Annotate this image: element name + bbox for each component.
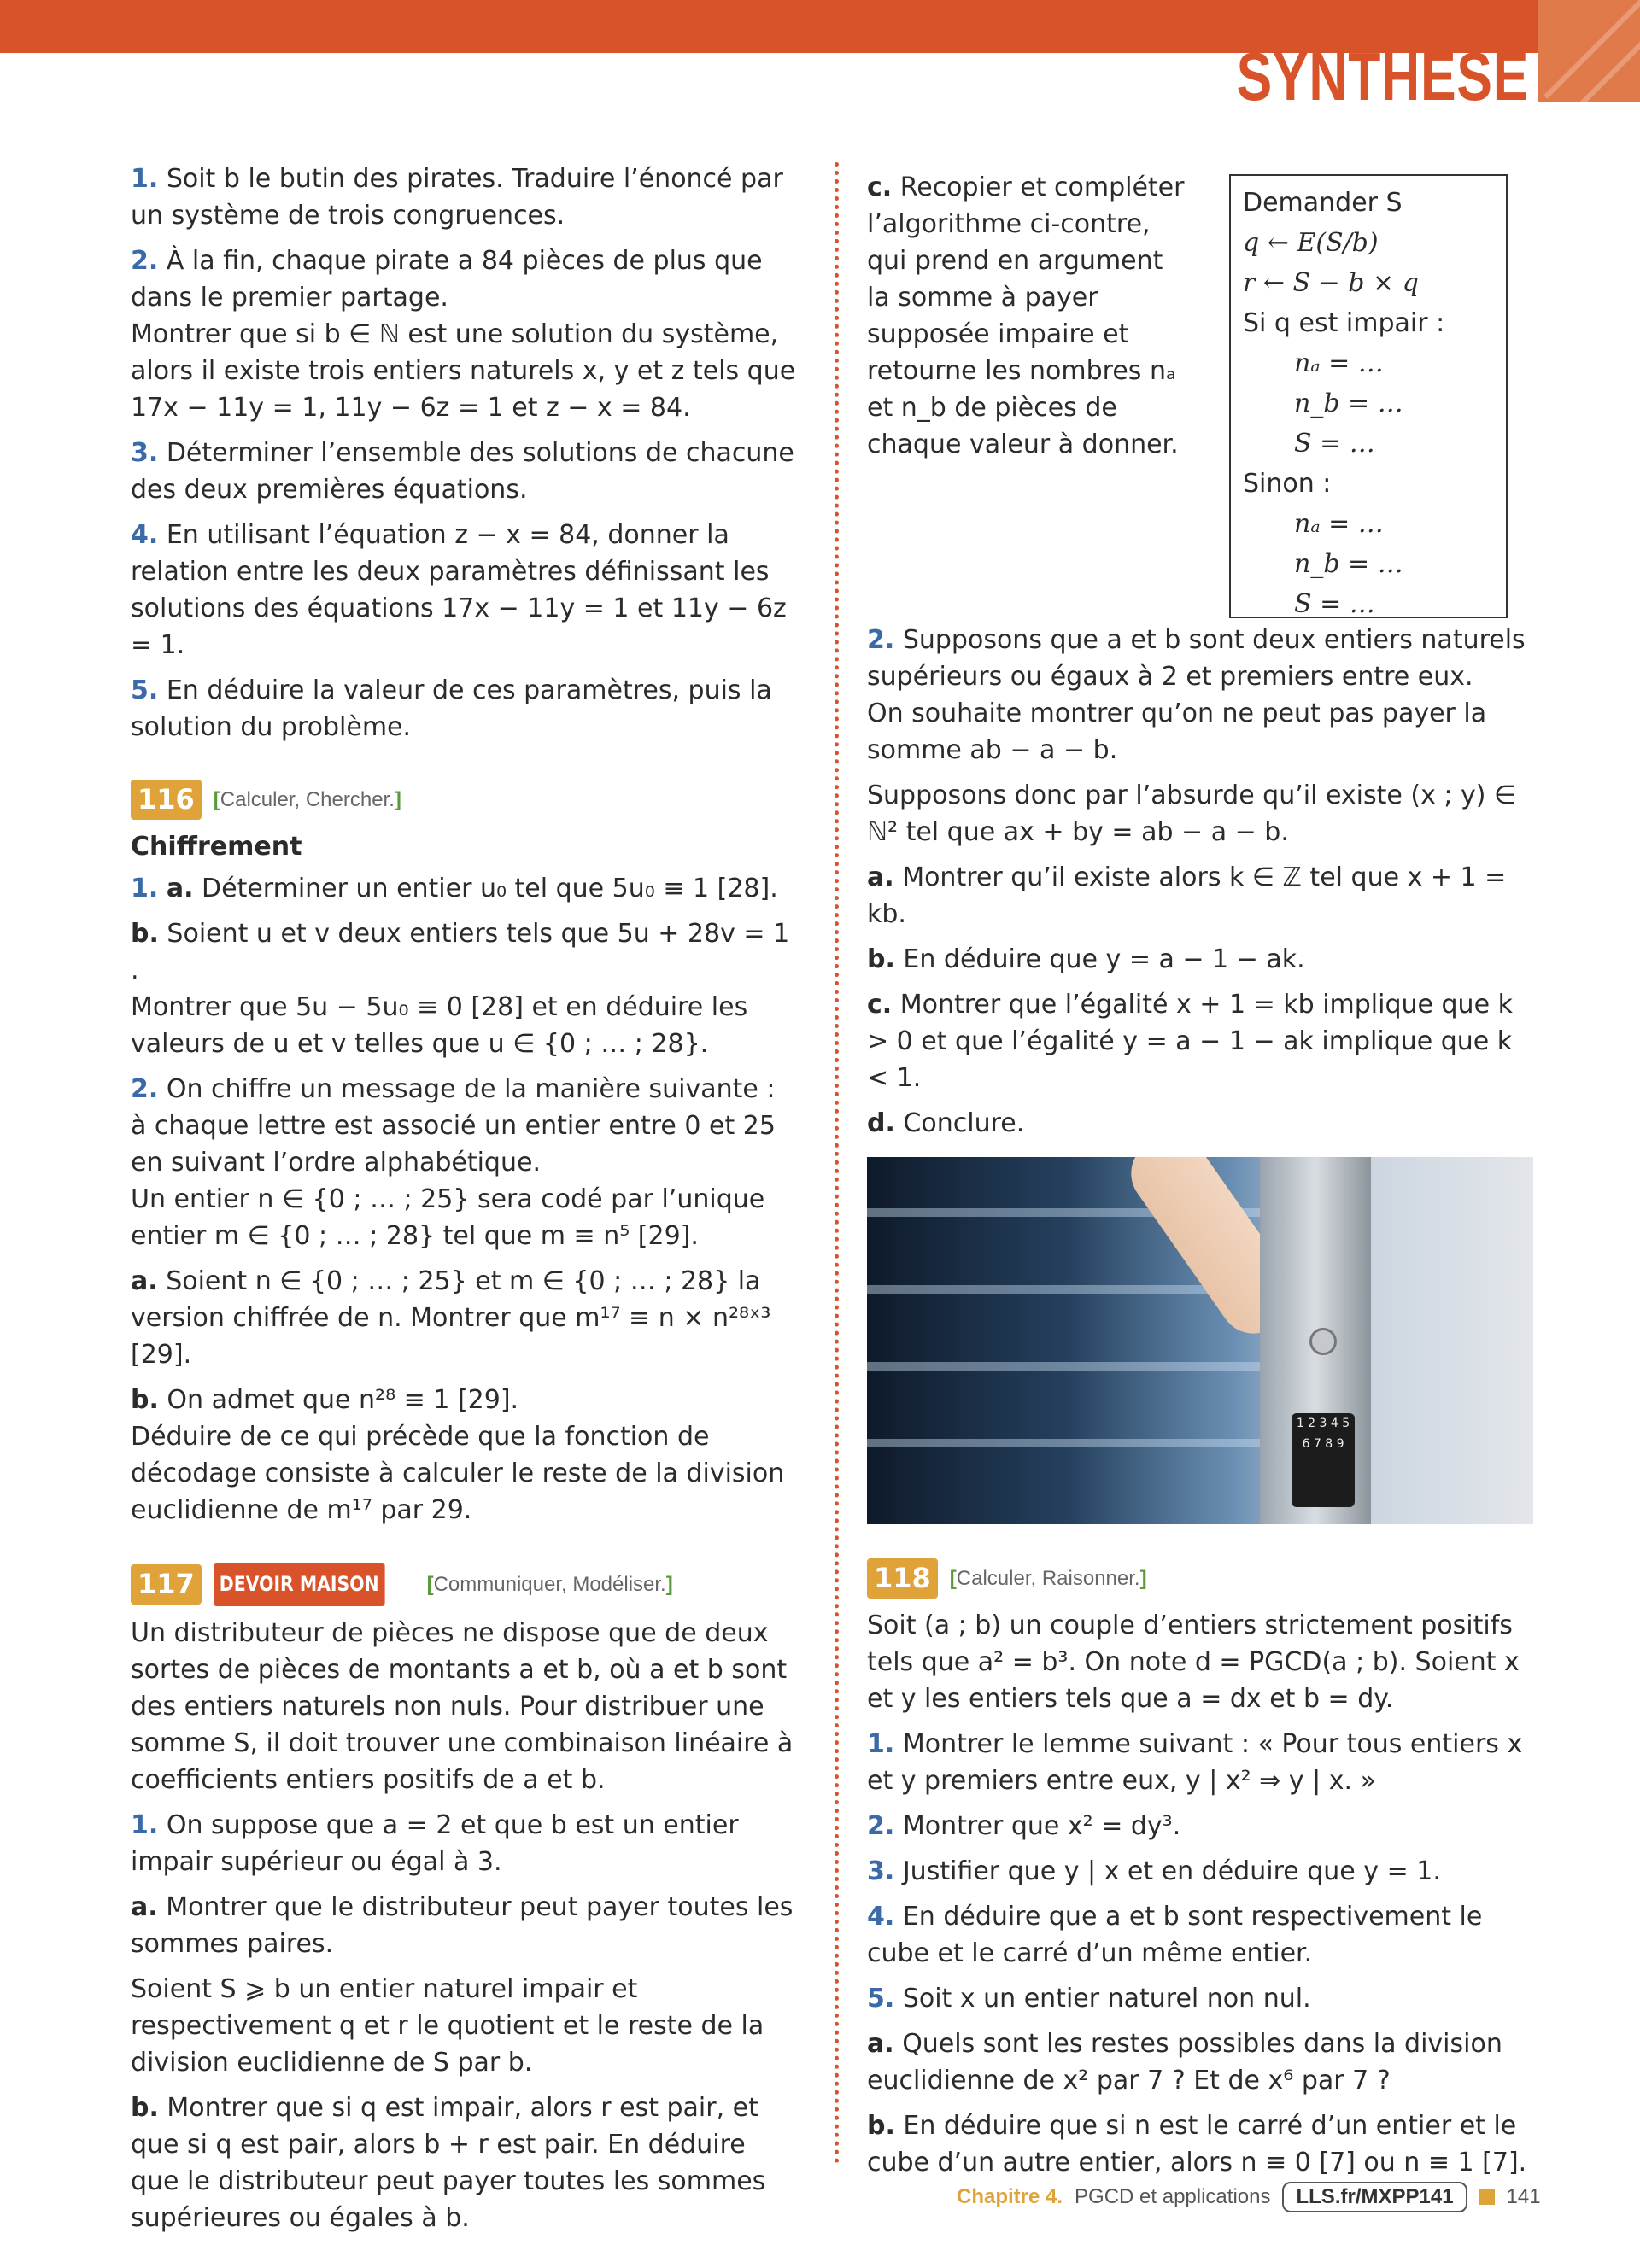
exercise-tags: [Calculer, Raisonner.] [949, 1567, 1147, 1590]
ex117-intro: Un distributeur de pièces ne dispose que de deux sortes de pièces de montants a et b, où a et b sont des entiers naturels non nuls. Pour distribuer une somme S, il doit trouver une combinaison linéaire à coefficients entiers positifs de a et b. [131, 1618, 794, 1795]
ex118-q4: 4. En déduire que a et b sont respectivement le cube et le carré d’un même entier. [867, 1902, 1483, 1968]
exercise-number: 117 [131, 1564, 202, 1605]
intro-q1: 1. Soit b le butin des pirates. Traduire l’énoncé par un système de trois congruences. [131, 164, 783, 231]
exercise-116-header [131, 780, 797, 820]
left-column [131, 161, 797, 2245]
exercise-number: 116 [131, 780, 202, 820]
lls-link[interactable]: LLS.fr/MXPP141 [1282, 2182, 1467, 2212]
ex116-q2: 2. On chiffre un message de la manière suivante : à chaque lettre est associé un entier entre 0 et 25 en suivant l’ordre alphabétique. Un entier n ∈ {0 ; … ; 25} sera codé par l’unique entier m ∈ {0 ; … ; 28} tel que m ≡ n⁵ [29]. [131, 1074, 776, 1251]
ex117-q1c: c. Recopier et compléter l’algorithme ci-contre, qui prend en argument la somme à payer supposée impaire et retourne les nombres nₐ et n_b de pièces de chaque valeur à donner. [867, 172, 1185, 459]
devoir-maison-badge: DEVOIR MAISON [214, 1563, 384, 1606]
chapter-number: Chapitre 4. [957, 2185, 1063, 2208]
ex116-q1a: 1. a. Déterminer un entier u₀ tel que 5u₀ ≡ 1 [28]. [131, 874, 778, 903]
section-title: SYNTHÈSE [1236, 38, 1529, 114]
ex118-q3: 3. Justifier que y | x et en déduire que y = 1. [867, 1856, 1441, 1886]
ex117-q2a: a. Montrer qu’il existe alors k ∈ ℤ tel que x + 1 = kb. [867, 862, 1507, 929]
ex118-intro: Soit (a ; b) un couple d’entiers strictement positifs tels que a² = b³. On note d = PGCD(a ; b). Soient x et y les entiers tels que a = dx et b = dy. [867, 1610, 1520, 1714]
ex117-q2: 2. Supposons que a et b sont deux entiers naturels supérieurs ou égaux à 2 et premiers entre eux. On souhaite montrer qu’on ne peut pas payer la somme ab − a − b. [867, 625, 1526, 765]
ex118-q5a: a. Quels sont les restes possibles dans la division euclidienne de x² par 7 ? Et de x⁶ par 7 ? [867, 2029, 1502, 2096]
coin-knob [1309, 1328, 1337, 1355]
top-banner [0, 0, 1290, 53]
intro-q2: 2. À la fin, chaque pirate a 84 pièces de plus que dans le premier partage. Montrer que si b ∈ ℕ est une solution du système, alors il existe trois entiers naturels x, y et z tels que 17x − 11y = 1, 11y − 6z = 1 et z − x = 84. [131, 246, 796, 423]
ex116-q2b: b. On admet que n²⁸ ≡ 1 [29]. Déduire de ce qui précède que la fonction de décodage consiste à calculer le reste de la division euclidienne de m¹⁷ par 29. [131, 1385, 785, 1525]
corner-decoration [1538, 0, 1640, 102]
page-footer [957, 2182, 1572, 2212]
column-divider [835, 162, 839, 2165]
intro-q3: 3. Déterminer l’ensemble des solutions de chacune des deux premières équations. [131, 438, 794, 505]
right-column [867, 169, 1533, 2189]
ex118-q5: 5. Soit x un entier naturel non nul. [867, 1984, 1311, 2014]
chapter-title: PGCD et applications [1075, 2185, 1271, 2208]
algorithm-section [867, 169, 1533, 622]
ex117-q2c: c. Montrer que l’égalité x + 1 = kb implique que k > 0 et que l’égalité y = a − 1 − ak implique que k < 1. [867, 990, 1513, 1093]
footer-square-icon [1479, 2189, 1495, 2205]
exercise-title: Chiffrement [131, 832, 302, 862]
exercise-tags: [Calculer, Chercher.] [213, 788, 401, 811]
ex117-q2b: b. En déduire que y = a − 1 − ak. [867, 944, 1305, 974]
exercise-117-header [131, 1563, 797, 1606]
intro-q4: 4. En utilisant l’équation z − x = 84, donner la relation entre les deux paramètres définissant les solutions des équations 17x − 11y = 1 et 11y − 6z = 1. [131, 520, 787, 660]
vending-machine-photo [867, 1157, 1533, 1524]
ex117-q1a: a. Montrer que le distributeur peut payer toutes les sommes paires. [131, 1892, 794, 1959]
ex118-q1: 1. Montrer le lemme suivant : « Pour tous entiers x et y premiers entre eux, y | x² ⇒ y | x. » [867, 1729, 1523, 1796]
ex116-q1b: b. Soient u et v deux entiers tels que 5u + 28v = 1 . Montrer que 5u − 5u₀ ≡ 0 [28] et en déduire les valeurs de u et v telles que u ∈ {0 ; … ; 28}. [131, 919, 790, 1059]
ex117-q1a-cont: Soient S ⩾ b un entier naturel impair et respectivement q et r le quotient et le reste de la division euclidienne de S par b. [131, 1974, 764, 2078]
exercise-118-header [867, 1558, 1533, 1599]
ex118-q5b: b. En déduire que si n est le carré d’un entier et le cube d’un autre entier, alors n ≡ 0 [7] ou n ≡ 1 [7]. [867, 2111, 1527, 2177]
ex117-q2-hyp: Supposons donc par l’absurde qu’il existe (x ; y) ∈ ℕ² tel que ax + by = ab − a − b. [867, 780, 1517, 847]
keypad: 1 2 3 4 5 6 7 8 9 [1292, 1413, 1355, 1507]
algorithm-box: Demander S q ← E(S/b) r ← S − b × q Si q est impair : nₐ = … n_b = … S = … Sinon : nₐ = … n_b = … S = … [1229, 174, 1508, 618]
intro-q5: 5. En déduire la valeur de ces paramètres, puis la solution du problème. [131, 675, 772, 742]
ex118-q2: 2. Montrer que x² = dy³. [867, 1811, 1181, 1841]
exercise-number: 118 [867, 1558, 938, 1599]
ex117-q1: 1. On suppose que a = 2 et que b est un entier impair supérieur ou égal à 3. [131, 1810, 739, 1877]
page-number: 141 [1506, 2185, 1541, 2208]
ex117-q2d: d. Conclure. [867, 1108, 1025, 1138]
ex116-q2a: a. Soient n ∈ {0 ; … ; 25} et m ∈ {0 ; … ; 28} la version chiffrée de n. Montrer que m¹⁷ ≡ n × n²⁸ˣ³ [29]. [131, 1266, 771, 1370]
ex117-q1b: b. Montrer que si q est impair, alors r est pair, et que si q est pair, alors b + r est pair. En déduire que le distributeur peut payer toutes les sommes supérieures ou égales à b. [131, 2093, 766, 2233]
exercise-tags: [Communiquer, Modéliser.] [426, 1573, 673, 1596]
